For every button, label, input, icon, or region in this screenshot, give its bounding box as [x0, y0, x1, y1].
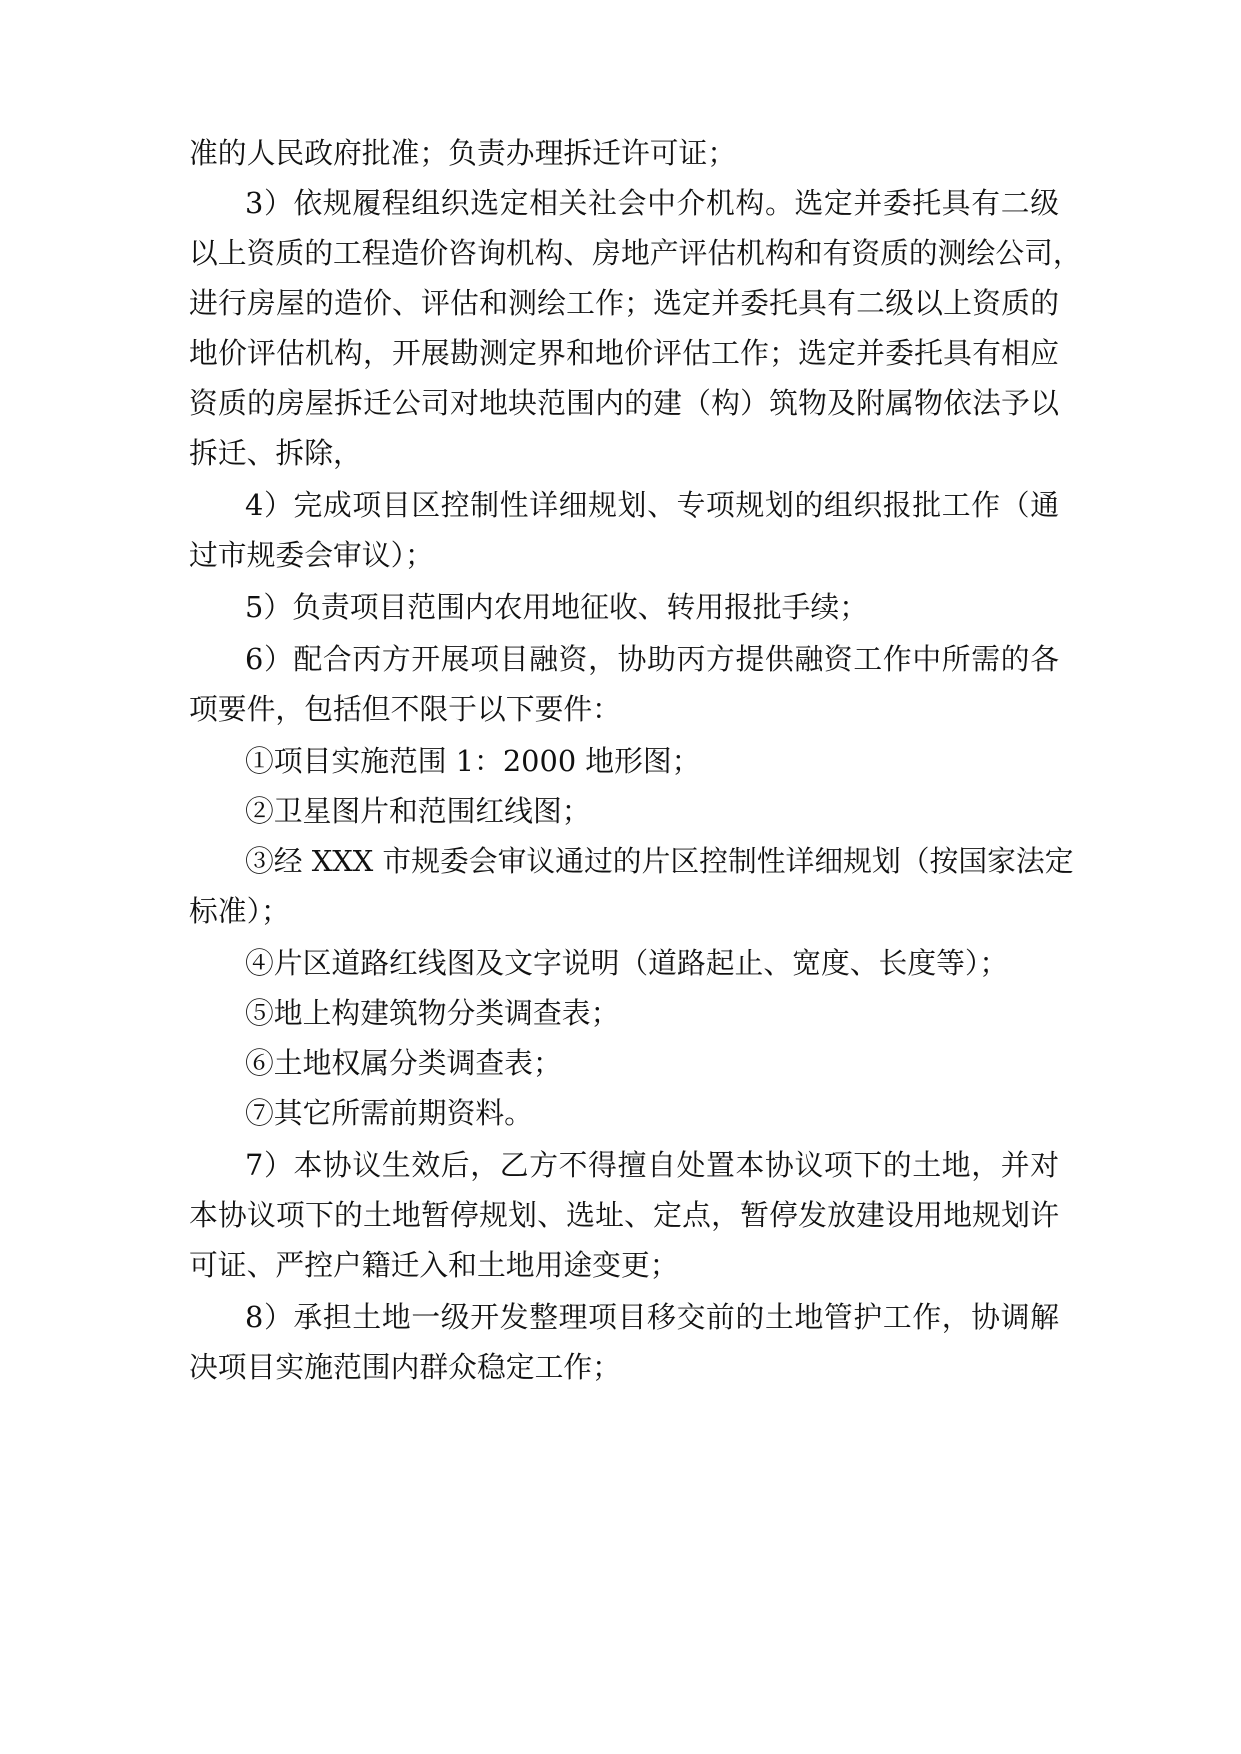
sub-item-5: ⑤地上构建筑物分类调查表； [245, 996, 620, 1030]
item-3-line-4: 地价评估机构，开展勘测定界和地价评估工作；选定并委托具有相应 [189, 336, 1059, 370]
item-5-line-1: 5）负责项目范围内农用地征收、转用报批手续； [245, 590, 869, 624]
sub-item-4: ④片区道路红线图及文字说明（道路起止、宽度、长度等）； [245, 946, 1009, 980]
item-7-line-3: 可证、严控户籍迁入和土地用途变更； [189, 1248, 679, 1282]
sub-item-7: ⑦其它所需前期资料。 [245, 1096, 533, 1130]
item-3-line-3: 进行房屋的造价、评估和测绘工作；选定并委托具有二级以上资质的 [189, 286, 1059, 320]
item-4-line-2: 过市规委会审议）； [189, 538, 434, 572]
item-6-line-2: 项要件，包括但不限于以下要件： [189, 692, 621, 726]
sub-item-2: ②卫星图片和范围红线图； [245, 794, 591, 828]
item-8-line-1: 8）承担土地一级开发整理项目移交前的土地管护工作，协调解 [245, 1300, 1059, 1334]
item-7-line-1: 7）本协议生效后，乙方不得擅自处置本协议项下的土地，并对 [245, 1148, 1059, 1182]
item-4-line-1: 4）完成项目区控制性详细规划、专项规划的组织报批工作（通 [245, 488, 1059, 522]
item-3-line-1: 3）依规履程组织选定相关社会中介机构。选定并委托具有二级 [245, 186, 1059, 220]
sub-item-1: ①项目实施范围 1：2000 地形图； [245, 744, 701, 778]
item-6-line-1: 6）配合丙方开展项目融资，协助丙方提供融资工作中所需的各 [245, 642, 1059, 676]
item-3-line-5: 资质的房屋拆迁公司对地块范围内的建（构）筑物及附属物依法予以 [189, 386, 1059, 420]
item-8-line-2: 决项目实施范围内群众稳定工作； [189, 1350, 621, 1384]
sub-item-6: ⑥土地权属分类调查表； [245, 1046, 562, 1080]
item-3-line-2: 以上资质的工程造价咨询机构、房地产评估机构和有资质的测绘公司， [189, 236, 1082, 270]
sub-item-3-line-2: 标准）； [189, 894, 290, 928]
text-line-1: 准的人民政府批准；负责办理拆迁许可证； [189, 136, 737, 170]
sub-item-3-line-1: ③经 XXX 市规委会审议通过的片区控制性详细规划（按国家法定 [245, 844, 1074, 878]
item-7-line-2: 本协议项下的土地暂停规划、选址、定点，暂停发放建设用地规划许 [189, 1198, 1059, 1232]
item-3-line-6: 拆迁、拆除， [189, 436, 362, 470]
